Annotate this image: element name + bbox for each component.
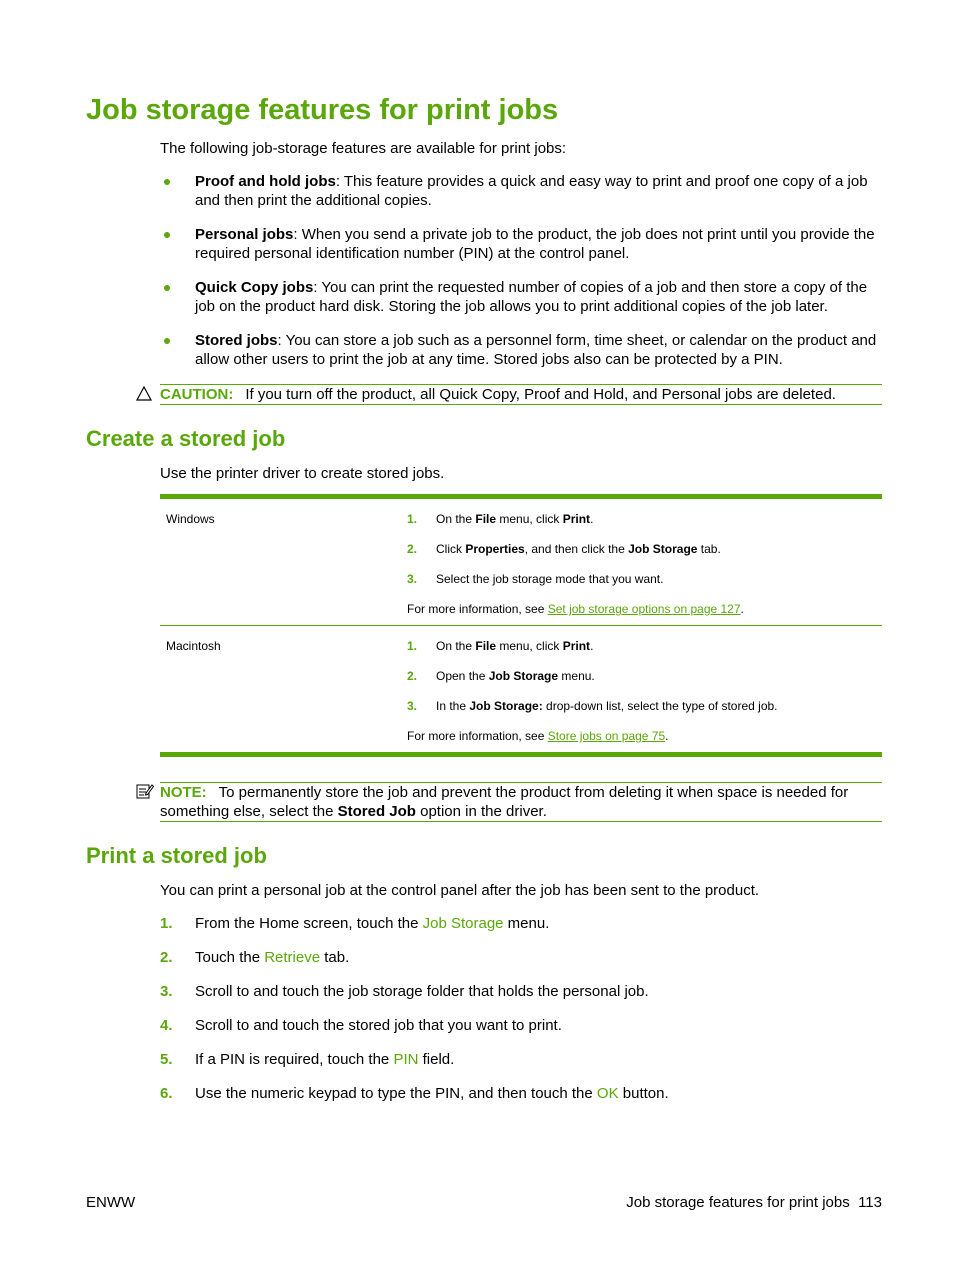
feature-term: Stored jobs — [195, 332, 278, 349]
note-icon — [136, 783, 154, 804]
step-text: drop-down list, select the type of stored job. — [542, 699, 778, 713]
note-callout — [160, 782, 882, 822]
step-number: 5. — [160, 1051, 173, 1068]
list-item — [160, 225, 882, 263]
note-bold: Stored Job — [337, 803, 416, 820]
step-text: menu. — [558, 669, 595, 683]
feature-desc: : You can store a job such as a personnel form, time sheet, or calendar on the product and allow other users to print the job at any time. Stored jobs also can be protected by a PIN. — [195, 332, 877, 368]
os-steps — [407, 499, 882, 625]
list-item — [407, 699, 882, 714]
page-title: Job storage features for print jobs — [86, 94, 559, 126]
step-text: Touch the — [195, 949, 265, 966]
step-text: In the — [436, 699, 470, 713]
list-item — [160, 331, 882, 369]
print-intro: You can print a personal job at the control panel after the job has been sent to the product. — [160, 882, 760, 899]
bullet-icon — [164, 285, 170, 291]
step-text: If a PIN is required, touch the — [195, 1051, 394, 1068]
step-text: Click — [436, 542, 466, 556]
step-bold: File — [475, 512, 497, 526]
step-bold: Print — [562, 512, 591, 526]
list-item — [160, 982, 882, 1001]
create-intro: Use the printer driver to create stored jobs. — [160, 465, 445, 482]
caution-text: If you turn off the product, all Quick Copy, Proof and Hold, and Personal jobs are deleted. — [245, 386, 836, 403]
step-text: , and then click the — [524, 542, 629, 556]
step-text: button. — [618, 1085, 669, 1102]
step-text: Select the job storage mode that you want. — [436, 572, 664, 586]
intro-paragraph: The following job-storage features are available for print jobs: — [160, 140, 567, 157]
step-number: 1. — [407, 512, 418, 526]
more-info-text: . — [740, 602, 744, 616]
step-number: 2. — [407, 542, 418, 556]
feature-term: Proof and hold jobs — [195, 173, 336, 190]
caution-icon — [136, 386, 152, 406]
caution-label: CAUTION: — [160, 386, 234, 403]
step-text: Open the — [436, 669, 489, 683]
step-bold: Properties — [465, 542, 525, 556]
list-item — [160, 914, 882, 933]
note-text: option in the driver. — [415, 803, 547, 820]
step-text: Scroll to and touch the stored job that you want to print. — [195, 1017, 562, 1034]
store-jobs-link[interactable]: Store jobs on page 75 — [547, 729, 666, 743]
footer-left: ENWW — [86, 1194, 136, 1211]
more-info-text: . — [665, 729, 669, 743]
step-text: menu. — [503, 915, 550, 932]
step-bold: Job Storage: — [469, 699, 543, 713]
step-number: 4. — [160, 1017, 173, 1034]
page-number: 113 — [858, 1194, 882, 1211]
step-number: 3. — [407, 572, 418, 586]
print-heading: Print a stored job — [86, 843, 267, 868]
step-text: field. — [418, 1051, 455, 1068]
os-steps — [407, 626, 882, 752]
caution-callout — [160, 384, 882, 405]
step-text: tab. — [697, 542, 721, 556]
step-text: . — [590, 639, 594, 653]
list-item — [407, 542, 882, 557]
os-name: Macintosh — [166, 639, 221, 653]
step-text: menu, click — [496, 512, 563, 526]
feature-desc: : You can print the requested number of copies of a job and then store a copy of the job on the product hard disk. Storing the job allows you to print additional copies of the job later. — [195, 279, 868, 315]
note-text: To permanently store the job and prevent the product from deleting it when space is needed for something else, select the — [160, 784, 849, 820]
os-name: Windows — [166, 512, 215, 526]
list-item — [407, 572, 882, 587]
step-number: 2. — [160, 949, 173, 966]
step-text: Scroll to and touch the job storage folder that holds the personal job. — [195, 983, 649, 1000]
step-bold: Print — [562, 639, 591, 653]
step-text: On the — [436, 639, 476, 653]
ui-term: Job Storage — [422, 915, 504, 932]
note-label: NOTE: — [160, 784, 207, 801]
more-info — [407, 729, 882, 744]
step-text: From the Home screen, touch the — [195, 915, 423, 932]
table-row — [160, 625, 882, 752]
ui-term: Retrieve — [264, 949, 321, 966]
bullet-icon — [164, 232, 170, 238]
step-text: Use the numeric keypad to type the PIN, and then touch the — [195, 1085, 597, 1102]
step-text: . — [590, 512, 594, 526]
more-info-text: For more information, see — [407, 729, 548, 743]
create-heading: Create a stored job — [86, 426, 286, 451]
feature-desc: : When you send a private job to the product, the job does not print until you provide the required personal identification number (PIN) at the control panel. — [195, 226, 875, 262]
ui-term: PIN — [393, 1051, 419, 1068]
step-number: 2. — [407, 669, 418, 683]
feature-term: Quick Copy jobs — [195, 279, 314, 296]
print-steps — [160, 914, 882, 1118]
list-item — [160, 172, 882, 210]
step-number: 1. — [160, 915, 173, 932]
step-number: 3. — [407, 699, 418, 713]
list-item — [160, 948, 882, 967]
os-steps-table — [160, 494, 882, 757]
step-bold: Job Storage — [628, 542, 698, 556]
step-number: 3. — [160, 983, 173, 1000]
set-job-storage-options-link[interactable]: Set job storage options on page 127 — [547, 602, 741, 616]
list-item — [407, 669, 882, 684]
list-item — [160, 1016, 882, 1035]
feature-desc: : This feature provides a quick and easy way to print and proof one copy of a job and then print the additional copies. — [195, 173, 868, 209]
footer-title: Job storage features for print jobs — [626, 1194, 850, 1211]
step-bold: File — [475, 639, 497, 653]
step-text: On the — [436, 512, 476, 526]
more-info-text: For more information, see — [407, 602, 548, 616]
step-bold: Job Storage — [488, 669, 559, 683]
bullet-icon — [164, 179, 170, 185]
step-text: menu, click — [496, 639, 563, 653]
more-info — [407, 602, 882, 617]
list-item — [407, 512, 882, 527]
table-row — [160, 499, 882, 625]
ui-term: OK — [596, 1085, 619, 1102]
step-number: 6. — [160, 1085, 173, 1102]
list-item — [160, 1050, 882, 1069]
feature-list — [160, 172, 882, 384]
step-number: 1. — [407, 639, 418, 653]
list-item — [160, 278, 882, 316]
list-item — [160, 1084, 882, 1103]
bullet-icon — [164, 338, 170, 344]
list-item — [407, 639, 882, 654]
feature-term: Personal jobs — [195, 226, 294, 243]
footer-right — [626, 1193, 882, 1212]
step-text: tab. — [320, 949, 350, 966]
